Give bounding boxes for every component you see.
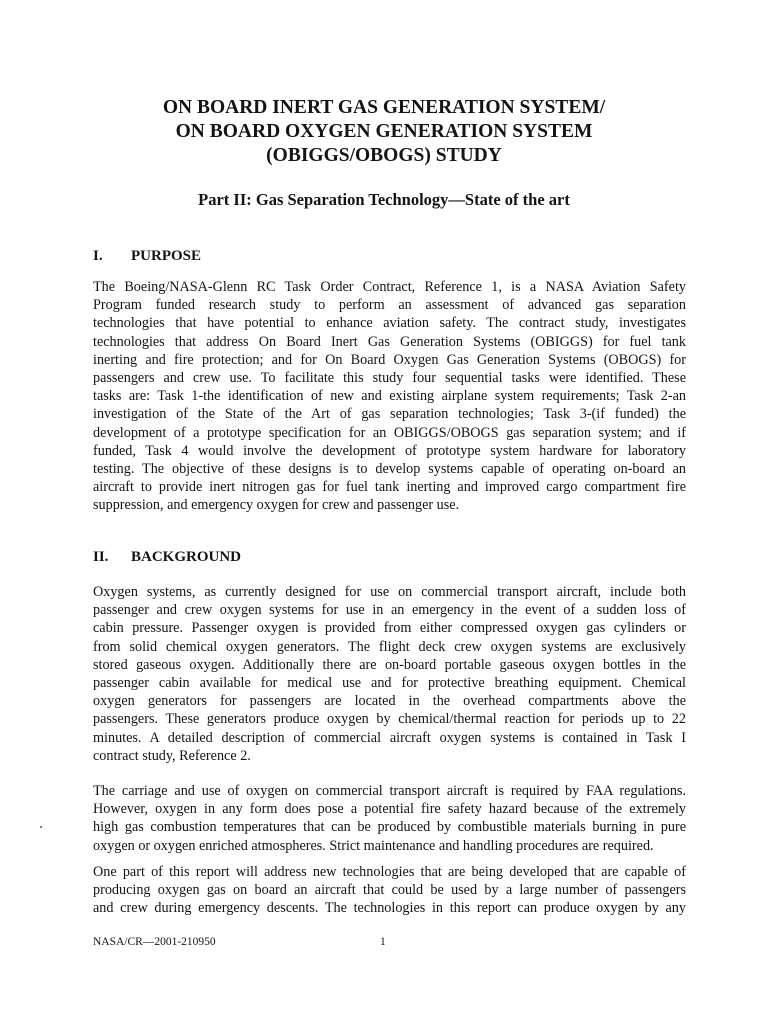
page-number: 1 bbox=[380, 936, 386, 948]
text-line: testing. The objective of these designs is to develop systems capable of operating on-board an bbox=[93, 461, 686, 478]
background-paragraph-2 bbox=[93, 782, 686, 855]
purpose-paragraph bbox=[93, 278, 686, 515]
document-title bbox=[0, 96, 768, 168]
text-line: One part of this report will address new technologies that are being developed that are capable of bbox=[93, 864, 686, 880]
section-number: I. bbox=[93, 248, 103, 264]
text-line: oxygen generators for passengers are located in the overhead compartments above the bbox=[93, 693, 686, 710]
section-number: II. bbox=[93, 549, 109, 565]
text-line: contract study, Reference 2. bbox=[93, 747, 251, 764]
text-line: passenger cabin available for medical use and for protective breathing equipment. Chemical bbox=[93, 675, 686, 692]
text-line: inerting and fire protection; and for On Board Oxygen Gas Generation Systems (OBOGS) for bbox=[93, 351, 686, 368]
text-line: passengers and crew use. To facilitate this study four sequential tasks were identified. These bbox=[93, 370, 686, 387]
background-paragraph-3 bbox=[93, 863, 686, 918]
text-line: Program funded research study to perform an assessment of advanced gas separation bbox=[93, 297, 686, 314]
text-line: tasks are: Task 1-the identification of new and existing airplane system requirements; Task 2-an bbox=[93, 388, 686, 405]
text-line: stored gaseous oxygen. Additionally there are on-board portable gaseous oxygen bottles in the bbox=[93, 656, 686, 673]
section-heading-purpose bbox=[93, 247, 201, 265]
text-line: The Boeing/NASA-Glenn RC Task Order Contract, Reference 1, is a NASA Aviation Safety bbox=[93, 279, 686, 295]
title-line: ON BOARD INERT GAS GENERATION SYSTEM/ bbox=[162, 97, 606, 118]
text-line: investigation of the State of the Art of gas separation technologies; Task 3-(if funded) the bbox=[93, 406, 686, 423]
text-line: However, oxygen in any form does pose a potential fire safety hazard because of the extremely bbox=[93, 801, 686, 818]
text-line: and crew during emergency descents. The technologies in this report can produce oxygen by any bbox=[93, 900, 686, 917]
title-line: ON BOARD OXYGEN GENERATION SYSTEM bbox=[175, 121, 593, 142]
scan-speck bbox=[40, 826, 42, 828]
text-line: oxygen or oxygen enriched atmospheres. Strict maintenance and handling procedures are required. bbox=[93, 837, 654, 854]
section-heading-background bbox=[93, 548, 241, 566]
text-line: suppression, and emergency oxygen for crew and passenger use. bbox=[93, 497, 460, 514]
text-line: producing oxygen gas on board an aircraft that could be used by a large number of passengers bbox=[93, 882, 686, 899]
title-line: (OBIGGS/OBOGS) STUDY bbox=[266, 145, 502, 166]
text-line: funded, Task 4 would involve the development of prototype system hardware for laboratory bbox=[93, 442, 686, 459]
text-line: from solid chemical oxygen generators. The flight deck crew oxygen systems are exclusively bbox=[93, 638, 686, 655]
background-paragraph-1 bbox=[93, 583, 686, 765]
document-subtitle: Part II: Gas Separation Technology—State of the art bbox=[198, 190, 570, 209]
text-line: The carriage and use of oxygen on commercial transport aircraft is required by FAA regulations. bbox=[93, 783, 686, 799]
text-line: aircraft to provide inert nitrogen gas for fuel tank inerting and improved cargo compartment fire bbox=[93, 479, 686, 496]
text-line: high gas combustion temperatures that can be produced by combustible materials burning in pure bbox=[93, 819, 686, 836]
text-line: cabin pressure. Passenger oxygen is provided from either compressed oxygen gas cylinders or bbox=[93, 620, 686, 637]
text-line: Oxygen systems, as currently designed for use on commercial transport aircraft, include both bbox=[93, 584, 686, 600]
section-title: PURPOSE bbox=[131, 248, 202, 264]
text-line: passengers. These generators produce oxygen by chemical/thermal reaction for periods up to 22 bbox=[93, 711, 686, 728]
report-number: NASA/CR—2001-210950 bbox=[93, 936, 216, 948]
text-line: passenger and crew oxygen systems for use in an emergency in the event of a sudden loss of bbox=[93, 602, 686, 619]
text-line: technologies that address On Board Inert Gas Generation Systems (OBIGGS) for fuel tank bbox=[93, 333, 686, 350]
text-line: minutes. A detailed description of commercial aircraft oxygen systems is contained in Task I bbox=[93, 729, 686, 746]
text-line: development of a prototype specification for an OBIGGS/OBOGS gas separation system; and if bbox=[93, 424, 686, 441]
text-line: technologies that have potential to enhance aviation safety. The contract study, investigates bbox=[93, 315, 686, 332]
section-title: BACKGROUND bbox=[131, 549, 242, 565]
